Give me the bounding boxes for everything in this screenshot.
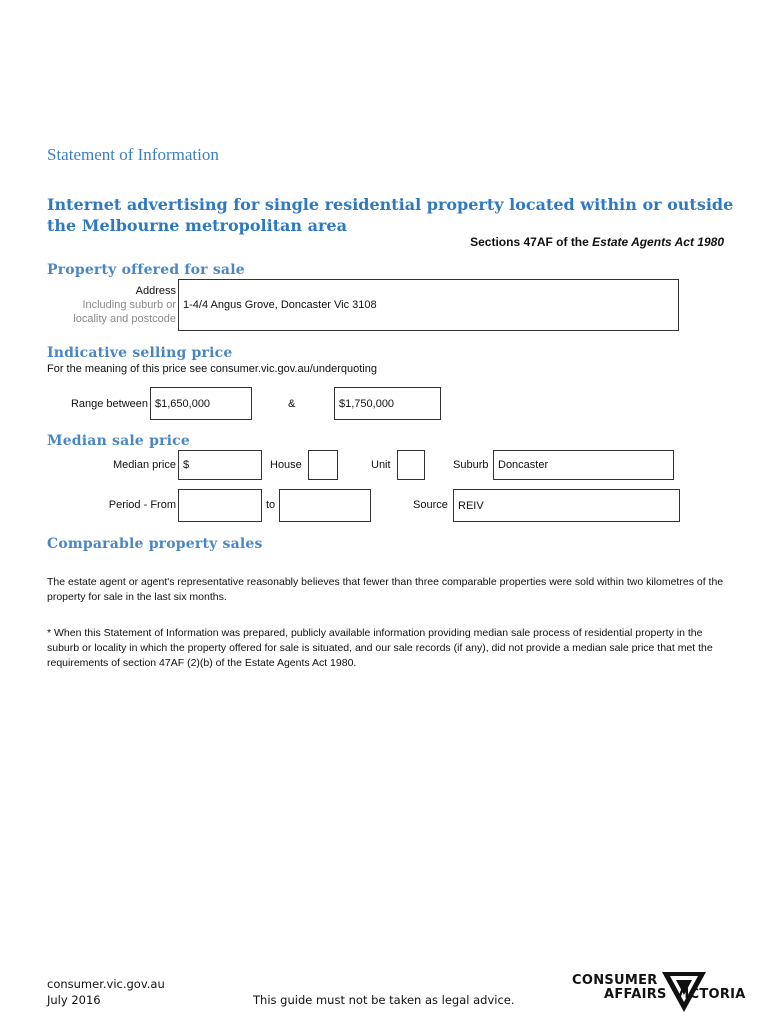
range-low-field[interactable] <box>150 387 252 420</box>
document-title: Statement of Information <box>47 145 219 164</box>
range-low-value: $1,650,000 <box>155 397 211 410</box>
logo-line-victoria: VICTORIA <box>674 987 746 1002</box>
logo-line-affairs: AFFAIRS <box>604 987 667 1002</box>
suburb-field[interactable] <box>493 450 674 480</box>
footer-website: consumer.vic.gov.au <box>47 977 165 991</box>
property-section-title: Property offered for sale <box>47 262 245 278</box>
footer-date: July 2016 <box>47 993 101 1007</box>
unit-label: Unit <box>371 459 391 471</box>
median-price-label: Median price <box>113 459 176 471</box>
indicative-section-title: Indicative selling price <box>47 345 233 361</box>
house-checkbox[interactable] <box>308 450 338 480</box>
unit-checkbox[interactable] <box>397 450 425 480</box>
median-price-field[interactable] <box>178 450 262 480</box>
logo-line-consumer: CONSUMER <box>572 973 658 988</box>
sections-reference <box>470 235 724 249</box>
suburb-value: Doncaster <box>498 459 549 471</box>
address-hint-line-1: Including suburb or <box>82 299 176 311</box>
period-from-label: Period - From <box>108 499 176 511</box>
period-from-field[interactable] <box>178 489 262 522</box>
suburb-label: Suburb <box>453 459 489 471</box>
period-to-label: to <box>266 499 276 511</box>
period-to-field[interactable] <box>279 489 371 522</box>
median-section-title: Median sale price <box>47 433 191 449</box>
source-label: Source <box>413 499 448 511</box>
address-value: 1-4/4 Angus Grove, Doncaster Vic 3108 <box>183 299 377 311</box>
range-label: Range between <box>70 398 148 410</box>
house-label: House <box>270 459 302 471</box>
address-label: Address <box>135 285 176 297</box>
range-high-field[interactable] <box>334 387 441 420</box>
sections-prefix: Sections 47AF of the <box>470 235 593 249</box>
address-field[interactable] <box>178 279 679 331</box>
consumer-affairs-victoria-logo <box>570 968 750 1016</box>
source-value: REIV <box>458 499 484 512</box>
range-ampersand: & <box>288 398 296 410</box>
comparable-paragraph-1: The estate agent or agent's representative reasonably believes that fewer than three comparable properties were sold within two kilometres of the property for sale in the last six months. <box>47 576 724 603</box>
comparable-paragraph-2: * When this Statement of Information was prepared, publicly available information providing median sale process of residential property in the suburb or locality in which the property offered for sale is situated, and our sale records (if any), did not provide a median sale price that met the requirements of section 47AF (2)(b) of the Estate Agents Act 1980. <box>47 627 713 669</box>
sections-act: Estate Agents Act 1980 <box>592 235 724 249</box>
range-high-value: $1,750,000 <box>339 397 395 410</box>
comparable-section-title: Comparable property sales <box>47 536 263 552</box>
indicative-note: For the meaning of this price see consumer.vic.gov.au/underquoting <box>47 363 377 375</box>
source-field[interactable] <box>453 489 680 522</box>
footer-disclaimer: This guide must not be taken as legal advice. <box>253 993 515 1007</box>
document-heading: Internet advertising for single residential property located within or outside the Melbourne metropolitan area <box>47 195 734 235</box>
median-price-value: $ <box>183 459 190 471</box>
address-hint-line-2: locality and postcode <box>73 313 176 325</box>
